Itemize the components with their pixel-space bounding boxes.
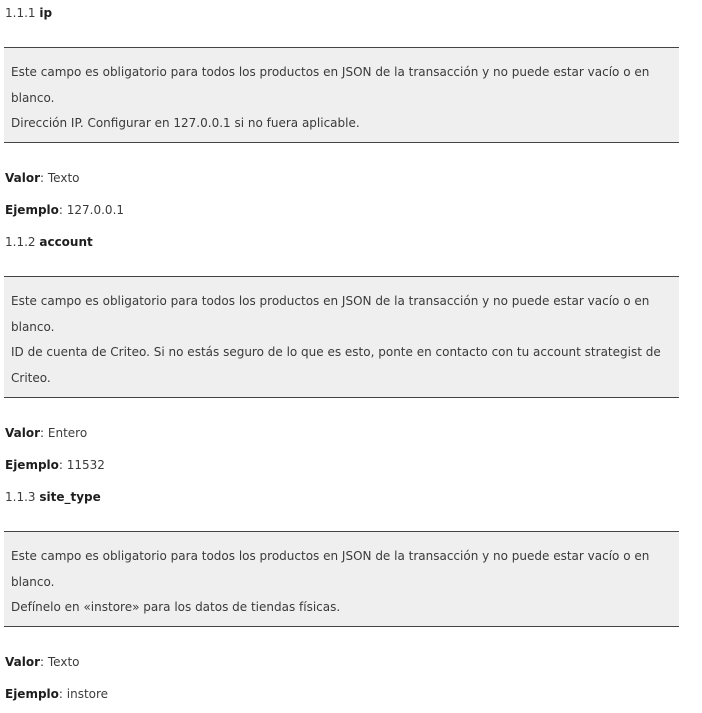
field-number: 1.1.3: [5, 490, 40, 504]
required-notice-line2: blanco.: [11, 319, 55, 334]
example-value: instore: [66, 687, 109, 701]
field-notice-account: [4, 276, 679, 398]
field-description: ID de cuenta de Criteo. Si no estás seguro de lo que es esto, ponte en contacto con tu account strategist de: [11, 345, 661, 359]
field-example-ip: Ejemplo: 127.0.0.1: [5, 203, 125, 217]
field-notice-site-type: [4, 531, 679, 627]
field-value-site-type: Valor: Texto: [5, 655, 80, 669]
field-heading-account: [5, 234, 93, 250]
example-value: 11532: [66, 458, 105, 472]
value-label: Valor: [5, 655, 41, 669]
field-number: 1.1.2: [5, 235, 40, 249]
required-notice-line2: blanco.: [11, 574, 55, 589]
field-example-account: Ejemplo: 11532: [5, 458, 105, 472]
field-description: Criteo.: [11, 370, 51, 385]
required-notice-line2: blanco.: [11, 90, 55, 105]
field-value-account: Valor: Entero: [5, 426, 88, 440]
value-type: Texto: [47, 171, 80, 185]
field-number: 1.1.1: [5, 6, 40, 20]
example-value: 127.0.0.1: [66, 203, 125, 217]
required-notice-line1: Este campo es obligatorio para todos los productos en JSON de la transacción y no puede estar vacío o en: [11, 65, 650, 79]
value-type: Texto: [47, 655, 80, 669]
field-value-ip: Valor: Texto: [5, 171, 80, 185]
required-notice-line1: Este campo es obligatorio para todos los productos en JSON de la transacción y no puede estar vacío o en: [11, 294, 650, 308]
example-label: Ejemplo: [5, 687, 59, 701]
field-name: ip: [39, 6, 53, 20]
value-type: Entero: [47, 426, 88, 440]
field-name: site_type: [39, 490, 101, 504]
example-label: Ejemplo: [5, 203, 59, 217]
field-description: Dirección IP. Configurar en 127.0.0.1 si no fuera aplicable.: [11, 116, 360, 130]
field-name: account: [39, 235, 93, 249]
field-notice-ip: [4, 47, 679, 143]
required-notice-line1: Este campo es obligatorio para todos los productos en JSON de la transacción y no puede estar vacío o en: [11, 549, 650, 563]
example-label: Ejemplo: [5, 458, 59, 472]
value-label: Valor: [5, 171, 41, 185]
field-heading-site-type: [5, 489, 101, 505]
value-label: Valor: [5, 426, 41, 440]
field-example-site-type: Ejemplo: instore: [5, 687, 109, 701]
field-description: Defínelo en «instore» para los datos de tiendas físicas.: [11, 600, 341, 614]
field-heading-ip: [5, 5, 52, 21]
